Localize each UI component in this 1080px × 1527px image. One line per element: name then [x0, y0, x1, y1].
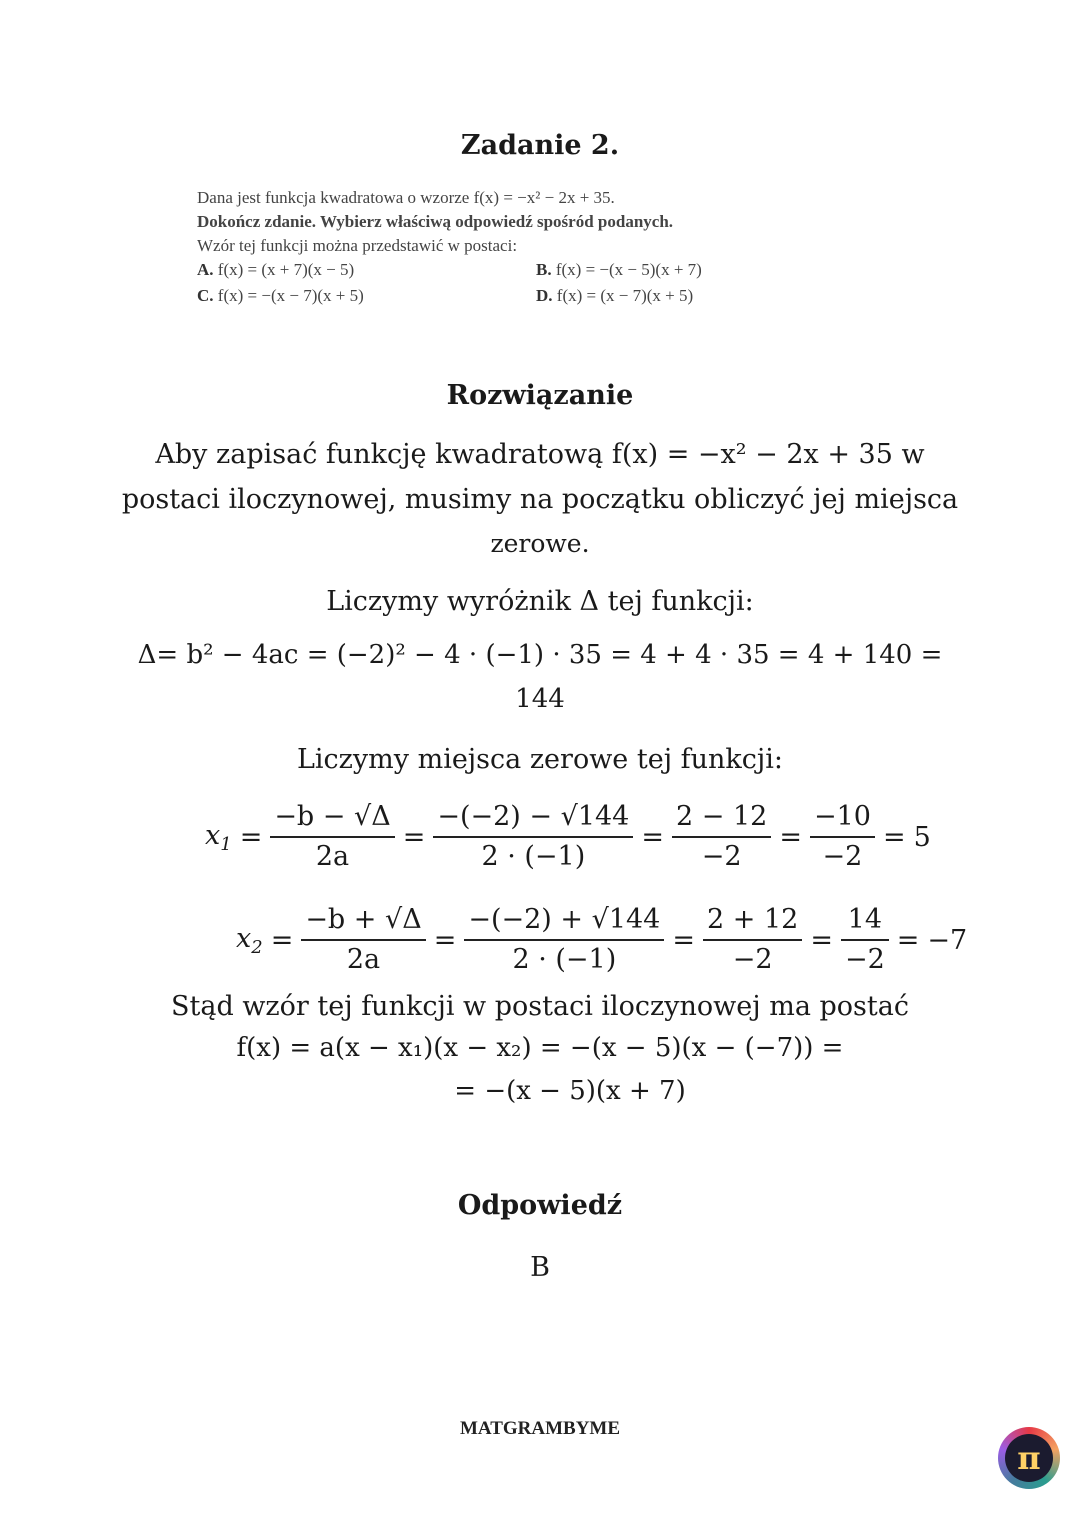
factored-form-2: = −(x − 5)(x + 7) — [454, 1076, 686, 1106]
footer-brand: MATGRAMBYME — [459, 1418, 621, 1439]
task-line-3: Wzór tej funkcji można przedstawić w postaci: — [197, 236, 518, 255]
answer-title: Odpowiedź — [457, 1190, 623, 1221]
solution-intro-1: Aby zapisać funkcję kwadratową f(x) = −x² − 2x + 35 w — [155, 439, 925, 470]
answer-value: B — [530, 1252, 550, 1283]
x2-fraction-2: $\frac{-(-2) + √144}{2 \cdot (-1)}$ — [464, 903, 664, 977]
solution-intro-3: zerowe. — [490, 529, 590, 558]
x2-fraction-1: $\frac{-b + √\Delta}{2a}$ — [301, 903, 425, 977]
option-c: C. f(x) = −(x − 7)(x + 5) — [197, 286, 364, 305]
zeros-label: Liczymy miejsca zerowe tej funkcji: — [296, 744, 784, 775]
task-statement — [197, 186, 897, 258]
x1-result: 5 — [913, 821, 931, 853]
x2-equation: $x_2$ = $\frac{-b + √\Delta}{2a}$ = $\frac{-(-2) + √144}{2 \cdot (-1)}$ = $\frac{2 + 12}{-2}$ = $\frac{14}{-2}$ = −7 — [236, 904, 968, 975]
conclusion: Stąd wzór tej funkcji w postaci iloczynowej ma postać — [171, 991, 909, 1022]
delta-equation: Δ= b² − 4ac = (−2)² − 4 · (−1) · 35 = 4 + 4 · 35 = 4 + 140 = — [137, 640, 943, 670]
delta-label: Liczymy wyróżnik Δ tej funkcji: — [326, 586, 754, 617]
x1-fraction-2: $\frac{-(-2) - √144}{2 \cdot (-1)}$ — [433, 800, 633, 874]
task-title: Zadanie 2. — [460, 130, 620, 161]
option-a: A. f(x) = (x + 7)(x − 5) — [197, 260, 355, 279]
factored-form-1: f(x) = a(x − x₁)(x − x₂) = −(x − 5)(x − (−7)) = — [236, 1033, 844, 1063]
x1-equation: $x_1$ = $\frac{-b - √\Delta}{2a}$ = $\frac{-(-2) - √144}{2 \cdot (-1)}$ = $\frac{2 - 12}{-2}$ = $\frac{-10}{-2}$ = 5 — [205, 801, 931, 872]
solution-intro-2: postaci iloczynowej, musimy na początku obliczyć jej miejsca — [121, 484, 959, 515]
task-line-1: Dana jest funkcja kwadratowa o wzorze f(x) = −x² − 2x + 35. — [197, 188, 615, 207]
x2-fraction-3: $\frac{2 + 12}{-2}$ — [703, 903, 802, 977]
x2-result: −7 — [927, 924, 968, 956]
solution-title: Rozwiązanie — [446, 380, 634, 411]
pi-logo-icon: π — [998, 1427, 1060, 1489]
task-line-2: Dokończ zdanie. Wybierz właściwą odpowiedź spośród podanych. — [197, 212, 674, 231]
option-d: D. f(x) = (x − 7)(x + 5) — [536, 286, 694, 305]
x1-symbol: $x_1$ — [205, 819, 232, 855]
x2-fraction-4: $\frac{14}{-2}$ — [841, 903, 889, 977]
x1-fraction-4: $\frac{-10}{-2}$ — [810, 800, 875, 874]
x2-symbol: $x_2$ — [236, 922, 263, 958]
x1-fraction-3: $\frac{2 - 12}{-2}$ — [672, 800, 771, 874]
x1-fraction-1: $\frac{-b - √\Delta}{2a}$ — [270, 800, 394, 874]
option-b: B. f(x) = −(x − 5)(x + 7) — [536, 260, 702, 279]
delta-result: 144 — [515, 684, 565, 714]
